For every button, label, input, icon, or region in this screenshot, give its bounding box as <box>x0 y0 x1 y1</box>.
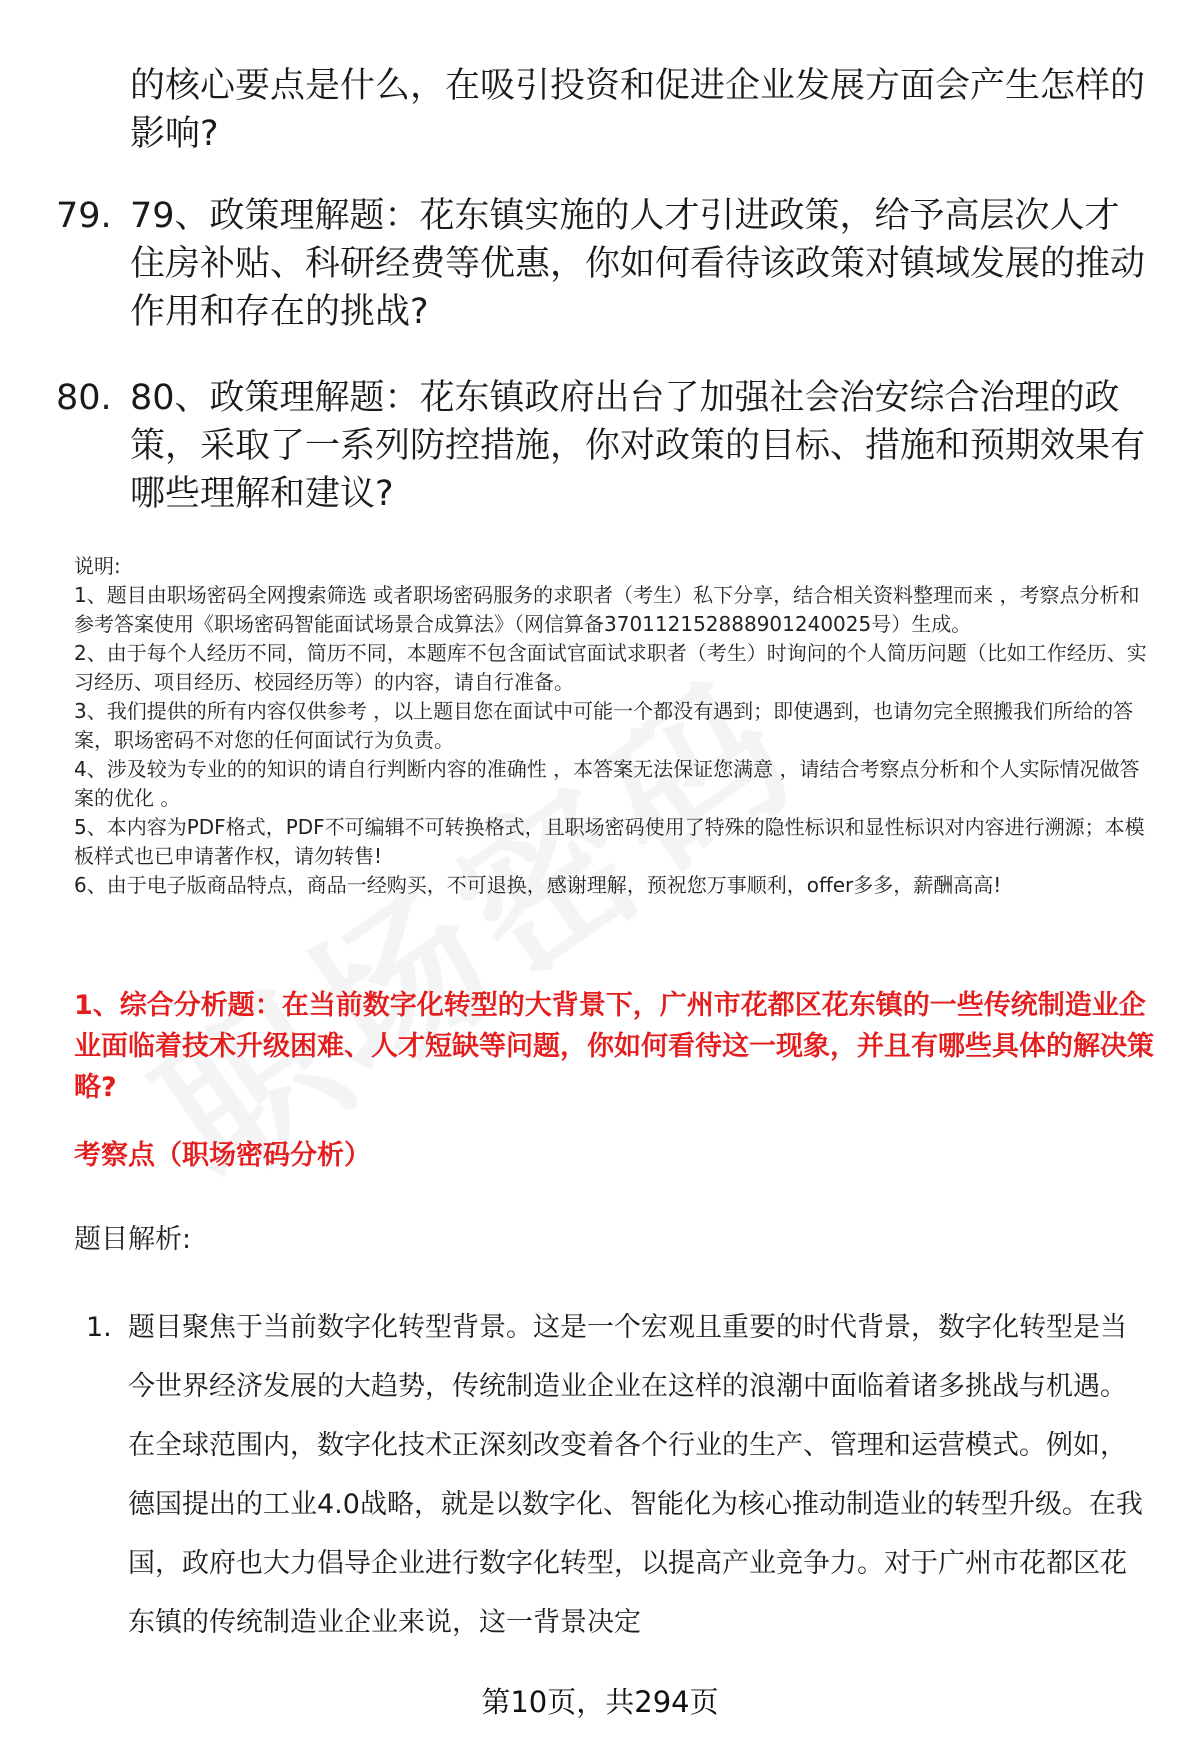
note-item: 2、由于每个人经历不同，简历不同，本题库不包含面试官面试求职者（考生）时询问的个人简历问题（比如工作经历、实习经历、项目经历、校园经历等）的内容，请自行准备。 <box>74 641 1147 694</box>
note-item: 5、本内容为PDF格式，PDF不可编辑不可转换格式，且职场密码使用了特殊的隐性标识和显性标识对内容进行溯源；本模板样式也已申请著作权，请勿转售! <box>74 815 1145 868</box>
question-number: 80. <box>56 378 112 418</box>
question-text: 的核心要点是什么，在吸引投资和促进企业发展方面会产生怎样的影响? <box>130 66 1146 154</box>
section-heading: 考察点（职场密码分析） <box>74 1140 371 1171</box>
notes-section <box>74 552 1154 900</box>
analysis-item-number: 1. <box>86 1312 112 1343</box>
note-item: 4、涉及较为专业的的知识的请自行判断内容的准确性 ，本答案无法保证您满意 ，请结合考察点分析和个人实际情况做答案的优化 。 <box>74 757 1140 810</box>
notes-title: 说明: <box>74 554 121 578</box>
main-question-heading: 1、综合分析题：在当前数字化转型的大背景下，广州市花都区花东镇的一些传统制造业企业面临着技术升级困难、人才短缺等问题，你如何看待这一现象，并且有哪些具体的解决策略? <box>74 990 1154 1103</box>
question-continued <box>56 62 1146 158</box>
analysis-item <box>86 1298 1146 1652</box>
analysis-item-text: 题目聚焦于当前数字化转型背景。这是一个宏观且重要的时代背景，数字化转型是当今世界经济发展的大趋势，传统制造业企业在这样的浪潮中面临着诸多挑战与机遇。在全球范围内，数字化技术正深刻改变着各个行业的生产、管理和运营模式。例如，德国提出的工业4.0战略，就是以数字化、智能化为核心推动制造业的转型升级。在我国，政府也大力倡导企业进行数字化转型，以提高产业竞争力。对于广州市花都区花东镇的传统制造业企业来说，这一背景决定 <box>128 1312 1143 1638</box>
question-text: 80、政策理解题：花东镇政府出台了加强社会治安综合治理的政策，采取了一系列防控措施，你对政策的目标、措施和预期效果有哪些理解和建议? <box>130 378 1146 514</box>
question-text: 79、政策理解题：花东镇实施的人才引进政策，给予高层次人才住房补贴、科研经费等优惠，你如何看待该政策对镇域发展的推动作用和存在的挑战? <box>130 196 1146 332</box>
question-80 <box>56 374 1146 518</box>
page-footer: 第10页，共294页 <box>481 1685 719 1719</box>
question-79 <box>56 192 1146 336</box>
note-item: 1、题目由职场密码全网搜索筛选 或者职场密码服务的求职者（考生）私下分享，结合相关资料整理而来 ，考察点分析和参考答案使用《职场密码智能面试场景合成算法》（网信算备370112152888901240025号）生成。 <box>74 583 1140 636</box>
note-item: 6、由于电子版商品特点，商品一经购买，不可退换，感谢理解，预祝您万事顺利，offer多多，薪酬高高! <box>74 873 1002 897</box>
subsection-label: 题目解析: <box>74 1224 192 1255</box>
note-item: 3、我们提供的所有内容仅供参考 ，以上题目您在面试中可能一个都没有遇到；即使遇到，也请勿完全照搬我们所给的答案，职场密码不对您的任何面试行为负责。 <box>74 699 1134 752</box>
question-number: 79. <box>56 196 112 236</box>
